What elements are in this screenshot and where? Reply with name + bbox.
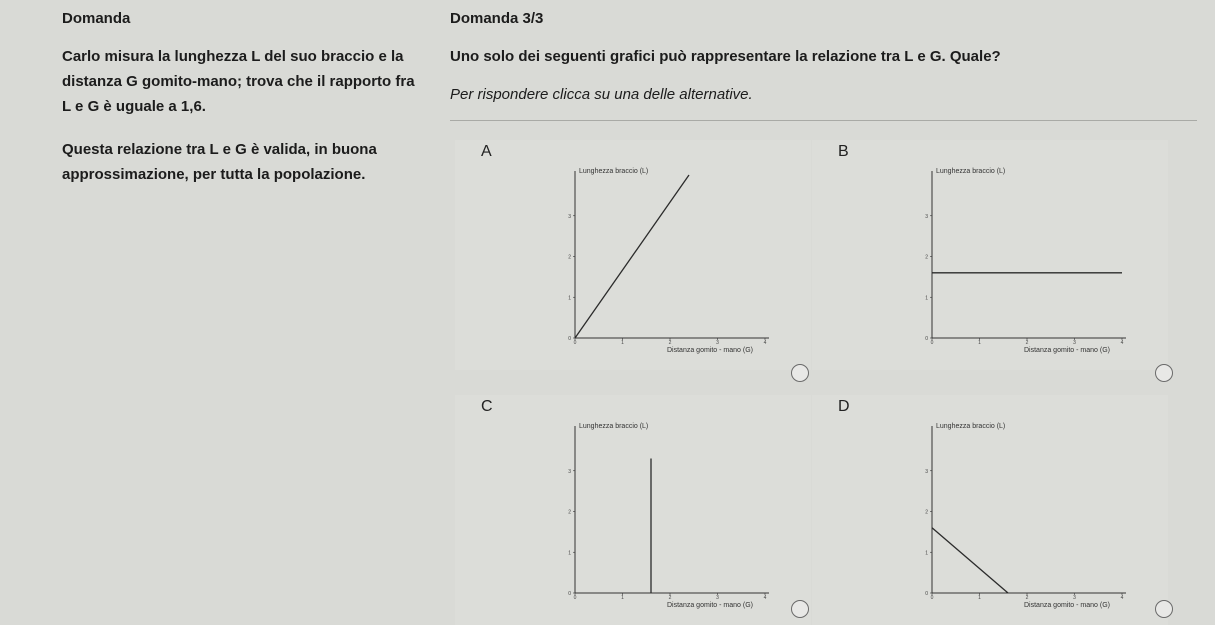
context-paragraph-2: Questa relazione tra L e G è valida, in buona approssimazione, per tutta la popolazione. bbox=[62, 141, 377, 183]
series-line bbox=[932, 528, 1008, 593]
x-tick-label: 2 bbox=[1025, 595, 1029, 601]
y-tick-label: 0 bbox=[568, 336, 571, 342]
x-tick-label: 0 bbox=[573, 340, 577, 346]
option-letter: A bbox=[481, 143, 492, 160]
x-tick-label: 4 bbox=[1120, 340, 1124, 346]
y-tick-label: 1 bbox=[925, 295, 928, 302]
x-tick-label: 1 bbox=[978, 340, 981, 346]
question-text: Uno solo dei seguenti grafici può rappresentare la relazione tra L e G. Quale? bbox=[450, 48, 1001, 65]
y-tick-label: 0 bbox=[925, 591, 928, 597]
divider bbox=[450, 120, 1197, 121]
y-tick-label: 3 bbox=[568, 468, 571, 475]
x-tick-label: 1 bbox=[978, 595, 981, 601]
radio-option-b[interactable] bbox=[1155, 364, 1173, 382]
y-axis-label: Lunghezza braccio (L) bbox=[936, 423, 1006, 430]
question-context bbox=[62, 44, 422, 205]
x-tick-label: 4 bbox=[1120, 595, 1124, 601]
y-tick-label: 2 bbox=[568, 254, 571, 261]
option-letter: D bbox=[838, 398, 850, 415]
y-axis-label: Lunghezza braccio (L) bbox=[936, 168, 1006, 175]
y-tick-label: 3 bbox=[568, 213, 571, 220]
x-tick-label: 3 bbox=[1073, 595, 1076, 601]
series-line bbox=[575, 175, 689, 338]
x-tick-label: 2 bbox=[668, 595, 672, 601]
x-tick-label: 0 bbox=[573, 595, 577, 601]
chart-option-a bbox=[455, 140, 811, 370]
y-tick-label: 1 bbox=[925, 550, 928, 557]
option-d[interactable] bbox=[812, 395, 1168, 625]
x-tick-label: 3 bbox=[716, 340, 719, 346]
y-tick-label: 3 bbox=[925, 468, 928, 475]
y-tick-label: 1 bbox=[568, 550, 571, 557]
y-axis-label: Lunghezza braccio (L) bbox=[579, 168, 649, 175]
option-letter: C bbox=[481, 398, 493, 415]
context-paragraph-1: Carlo misura la lunghezza L del suo braccio e la distanza G gomito-mano; trova che il rapporto fra L e G è uguale a 1,6. bbox=[62, 48, 415, 115]
chart-option-d bbox=[812, 395, 1168, 625]
radio-option-d[interactable] bbox=[1155, 600, 1173, 618]
y-tick-label: 0 bbox=[568, 591, 571, 597]
x-tick-label: 3 bbox=[1073, 340, 1076, 346]
instruction-text: Per rispondere clicca su una delle alternative. bbox=[450, 86, 753, 103]
left-heading: Domanda bbox=[62, 10, 131, 27]
y-tick-label: 1 bbox=[568, 295, 571, 302]
x-axis-label: Distanza gomito - mano (G) bbox=[1024, 347, 1110, 354]
option-a[interactable] bbox=[455, 140, 811, 370]
y-tick-label: 2 bbox=[568, 509, 571, 516]
x-tick-label: 1 bbox=[621, 595, 624, 601]
x-tick-label: 3 bbox=[716, 595, 719, 601]
x-axis-label: Distanza gomito - mano (G) bbox=[667, 347, 753, 354]
y-tick-label: 3 bbox=[925, 213, 928, 220]
x-tick-label: 2 bbox=[1025, 340, 1029, 346]
question-counter: Domanda 3/3 bbox=[450, 10, 544, 27]
chart-option-b bbox=[812, 140, 1168, 370]
y-tick-label: 2 bbox=[925, 254, 928, 261]
radio-option-a[interactable] bbox=[791, 364, 809, 382]
option-c[interactable] bbox=[455, 395, 811, 625]
x-axis-label: Distanza gomito - mano (G) bbox=[1024, 602, 1110, 609]
option-letter: B bbox=[838, 143, 849, 160]
x-tick-label: 1 bbox=[621, 340, 624, 346]
option-b[interactable] bbox=[812, 140, 1168, 370]
x-tick-label: 0 bbox=[930, 595, 934, 601]
y-tick-label: 0 bbox=[925, 336, 928, 342]
radio-option-c[interactable] bbox=[791, 600, 809, 618]
x-axis-label: Distanza gomito - mano (G) bbox=[667, 602, 753, 609]
chart-option-c bbox=[455, 395, 811, 625]
y-tick-label: 2 bbox=[925, 509, 928, 516]
x-tick-label: 4 bbox=[763, 340, 767, 346]
x-tick-label: 0 bbox=[930, 340, 934, 346]
x-tick-label: 4 bbox=[763, 595, 767, 601]
x-tick-label: 2 bbox=[668, 340, 672, 346]
y-axis-label: Lunghezza braccio (L) bbox=[579, 423, 649, 430]
